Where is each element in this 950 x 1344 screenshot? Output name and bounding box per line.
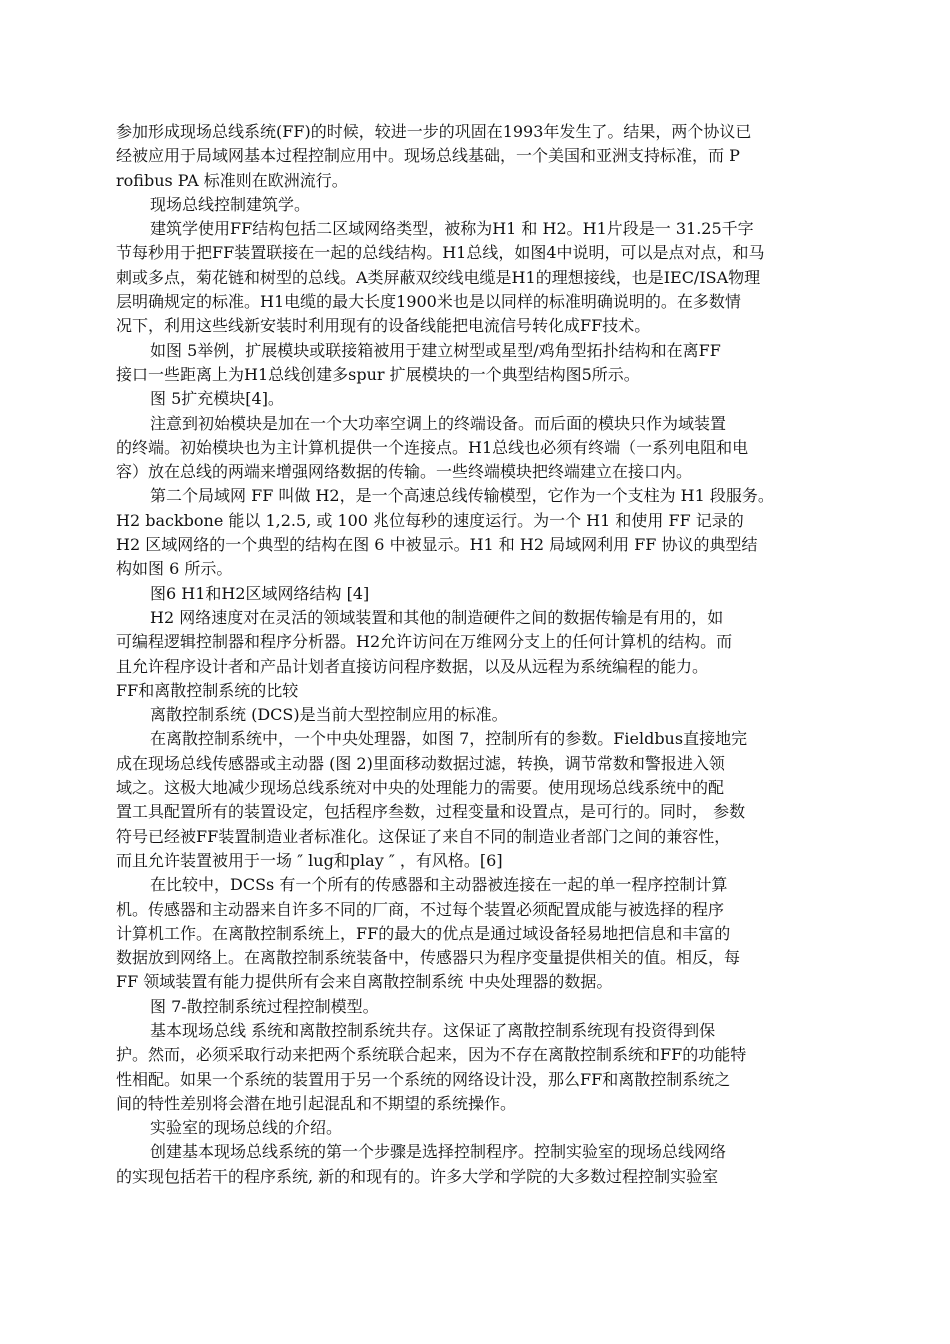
text-line: FF 领域装置有能力提供所有会来自离散控制系统 中央处理器的数据。	[116, 972, 613, 992]
text-line: 注意到初始模块是加在一个大功率空调上的终端设备。而后面的模块只作为域装置	[150, 413, 727, 433]
text-line: 况下，利用这些线新安装时利用现有的设备线能把电流信号转化成FF技术。	[116, 316, 651, 336]
text-line: H2 backbone 能以 1,2.5, 或 100 兆位每秒的速度运行。为一个 H1 和使用 FF 记录的	[116, 510, 744, 530]
text-line: 而且允许装置被用于一场 ″ lug和play ″ ，有风格。[6]	[116, 850, 503, 870]
text-line: 可编程逻辑控制器和程序分析器。H2允许访问在万维网分支上的任何计算机的结构。而	[116, 632, 733, 652]
section-heading: FF和离散控制系统的比较	[116, 680, 299, 700]
text-line: 第二个局域网 FF 叫做 H2，是一个高速总线传输模型，它作为一个支柱为 H1 段服务。	[150, 486, 774, 506]
text-line: 计算机工作。在离散控制系统上，FF的最大的优点是通过域设备轻易地把信息和丰富的	[116, 923, 731, 943]
text-line: 构如图 6 所示。	[116, 559, 233, 579]
text-line: 符号已经被FF装置制造业者标准化。这保证了来自不同的制造业者部门之间的兼容性，	[116, 826, 731, 846]
text-line: 置工具配置所有的装置设定，包括程序叁数，过程变量和设置点，是可行的。同时， 参数	[116, 802, 746, 822]
text-line: 在离散控制系统中，一个中央处理器，如图 7，控制所有的参数。Fieldbus直接地完	[150, 729, 748, 749]
figure-caption: 图6 H1和H2区域网络结构 [4]	[150, 583, 370, 603]
text-line: 建筑学使用FF结构包括二区域网络类型，被称为H1 和 H2。H1片段是一 31.25千字	[150, 219, 754, 239]
text-line: 离散控制系统 (DCS)是当前大型控制应用的标准。	[150, 705, 508, 725]
text-line: 的实现包括若干的程序系统, 新的和现有的。许多大学和学院的大多数过程控制实验室	[116, 1166, 719, 1186]
body-text	[116, 120, 838, 1189]
text-line: 参加形成现场总线系统(FF)的时候，较进一步的巩固在1993年发生了。结果，两个协议已	[116, 122, 752, 141]
section-heading: 实验室的现场总线的介绍。	[150, 1118, 343, 1138]
text-line: 数据放到网络上。在离散控制系统装备中，传感器只为程序变量提供相关的值。相反，每	[116, 948, 741, 968]
text-line: H2 区域网络的一个典型的结构在图 6 中被显示。H1 和 H2 局域网利用 FF 协议的典型结	[116, 535, 758, 555]
text-line: 基本现场总线 系统和离散控制系统共存。这保证了离散控制系统现有投资得到保	[150, 1020, 716, 1040]
text-line: 如图 5举例，扩展模块或联接箱被用于建立树型或星型/鸡角型拓扑结构和在离FF	[150, 340, 721, 360]
text-line: 间的特性差别将会潜在地引起混乱和不期望的系统操作。	[116, 1093, 517, 1113]
text-line: 护。然而，必须采取行动来把两个系统联合起来，因为不存在离散控制系统和FF的功能特	[116, 1045, 747, 1065]
text-line: 成在现场总线传感器或主动器 (图 2)里面移动数据过滤，转换，调节常数和警报进入领	[116, 753, 725, 773]
text-line: 创建基本现场总线系统的第一个步骤是选择控制程序。控制实验室的现场总线网络	[150, 1142, 727, 1162]
figure-caption: 图 7-散控制系统过程控制模型。	[150, 996, 379, 1016]
text-line: 机。传感器和主动器来自许多不同的厂商，不过每个装置必须配置成能与被选择的程序	[116, 899, 725, 919]
text-line: 容）放在总线的两端来增强网络数据的传输。一些终端模块把终端建立在接口内。	[116, 462, 693, 482]
text-line: 节每秒用于把FF装置联接在一起的总线结构。H1总线，如图4中说明，可以是点对点，和马	[116, 243, 765, 263]
text-line: 接口一些距离上为H1总线创建多spur 扩展模块的一个典型结构图5所示。	[116, 364, 640, 384]
text-line: rofibus PA 标准则在欧洲流行。	[116, 170, 348, 190]
text-line: 刺或多点，菊花链和树型的总线。A类屏蔽双绞线电缆是H1的理想接线，也是IEC/ISA物理	[116, 267, 761, 287]
section-heading: 现场总线控制建筑学。	[150, 194, 311, 214]
text-line: H2 网络速度对在灵活的领域装置和其他的制造硬件之间的数据传输是有用的，如	[150, 607, 724, 627]
text-line: 且允许程序设计者和产品计划者直接访问程序数据，以及从远程为系统编程的能力。	[116, 656, 709, 676]
text-line: 在比较中，DCSs 有一个所有的传感器和主动器被连接在一起的单一程序控制计算	[150, 875, 728, 895]
text-line: 层明确规定的标准。H1电缆的最大长度1900米也是以同样的标准明确说明的。在多数情	[116, 292, 741, 312]
figure-caption: 图 5扩充模块[4]。	[150, 389, 284, 409]
text-line: 的终端。初始模块也为主计算机提供一个连接点。H1总线也必须有终端（一系列电阻和电	[116, 437, 749, 457]
text-line: 性相配。如果一个系统的装置用于另一个系统的网络设计没，那么FF和离散控制系统之	[116, 1069, 731, 1089]
text-line: 经被应用于局域网基本过程控制应用中。现场总线基础，一个美国和亚洲支持标准，而 P	[116, 146, 740, 166]
text-line: 域之。这极大地减少现场总线系统对中央的处理能力的需要。使用现场总线系统中的配	[116, 778, 725, 798]
